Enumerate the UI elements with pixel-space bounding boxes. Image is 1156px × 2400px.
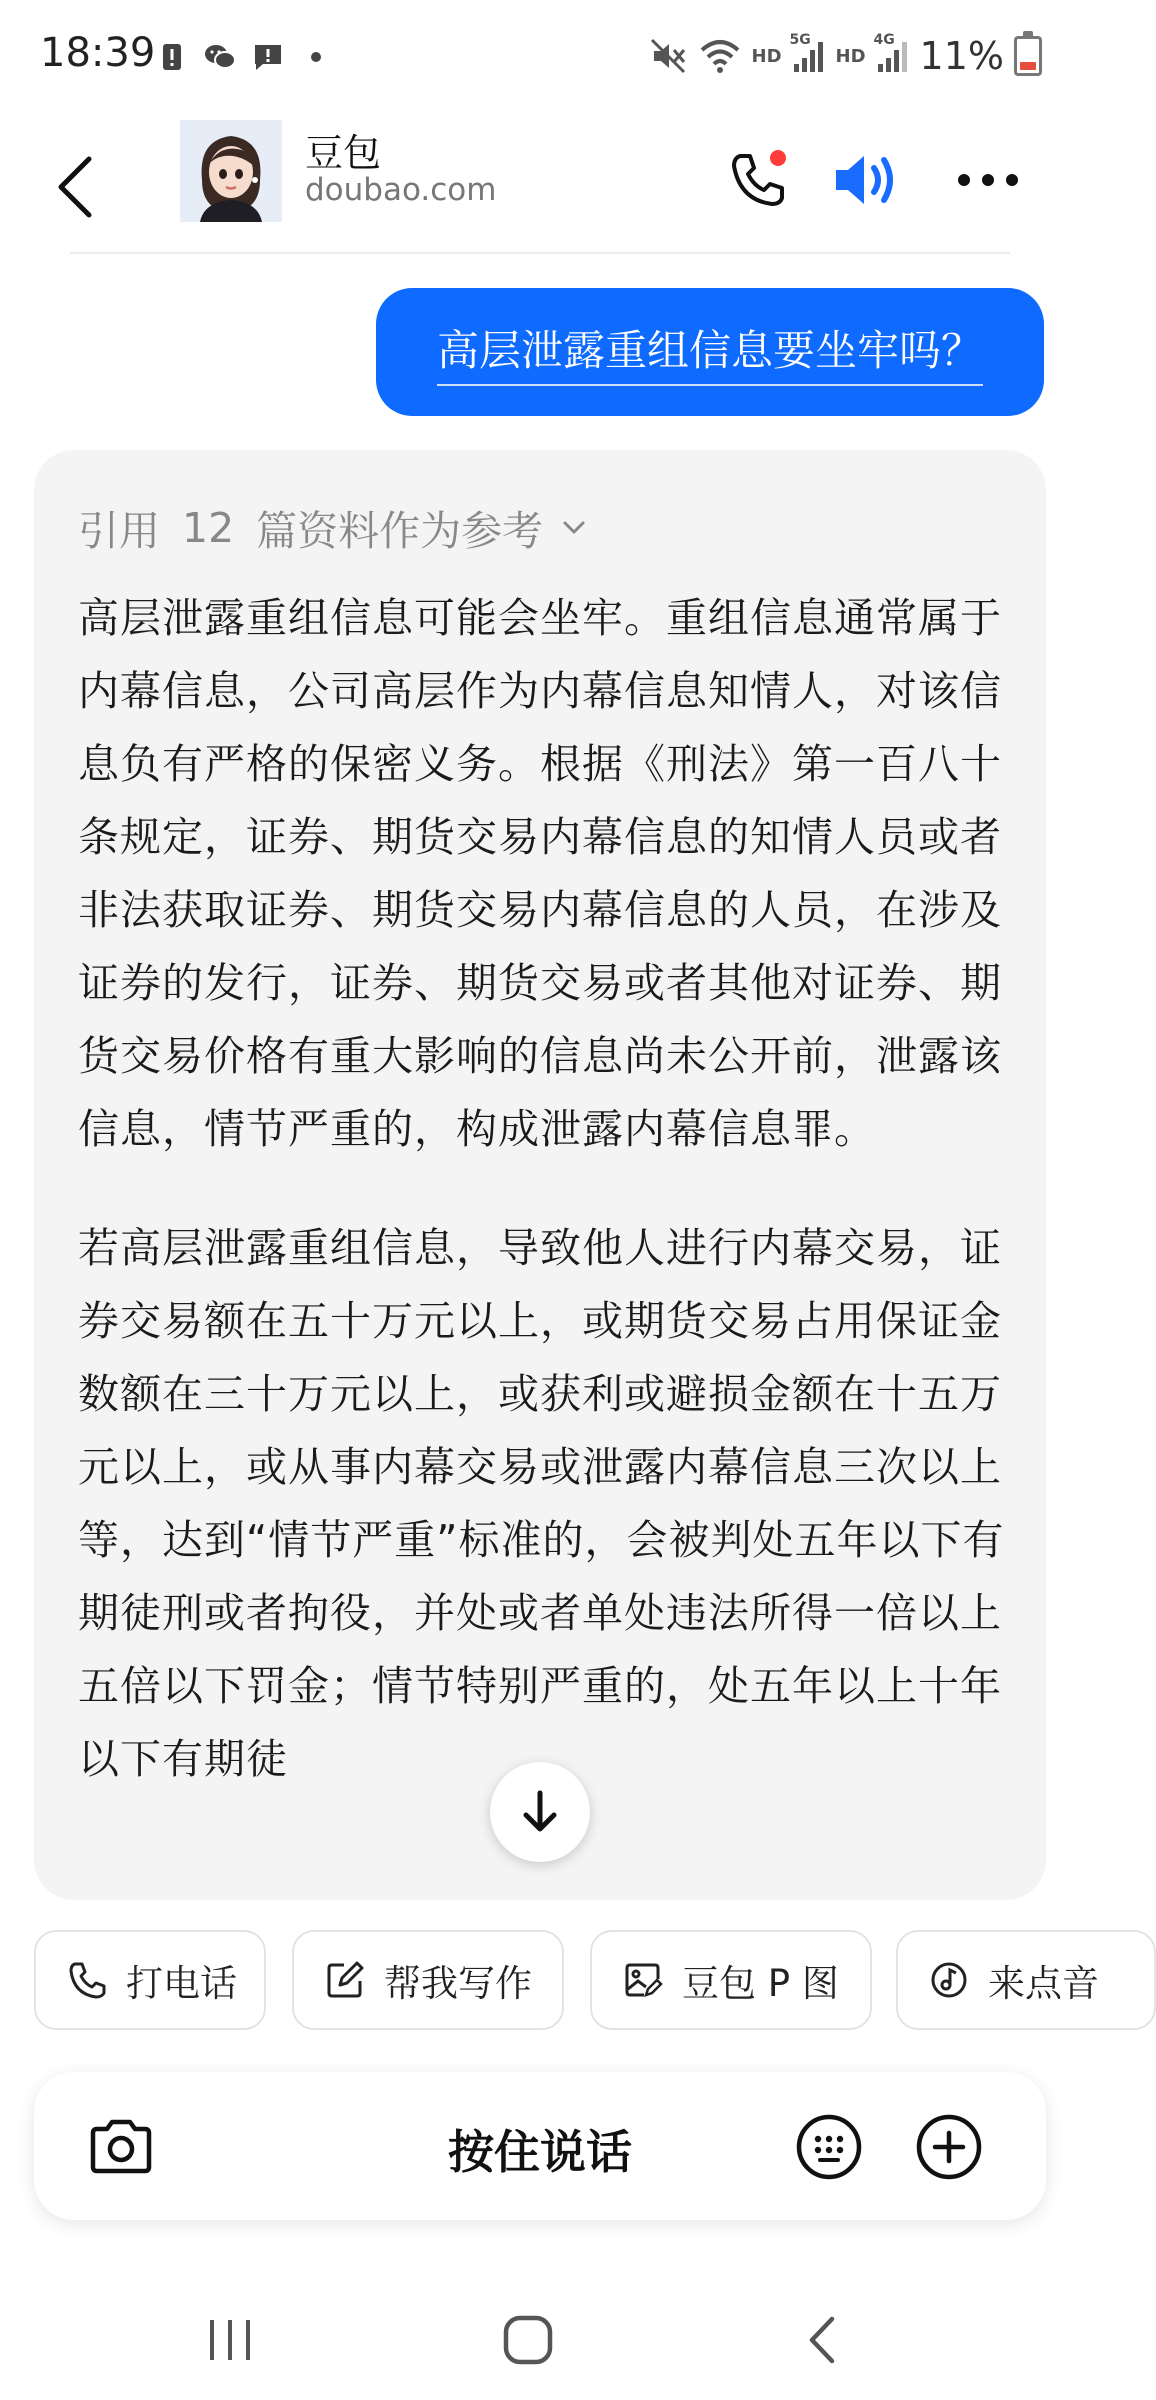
- chat-header: [0, 120, 1080, 250]
- more-button[interactable]: [948, 140, 1028, 220]
- voice-playback-button[interactable]: [825, 140, 905, 220]
- home-button[interactable]: [488, 2300, 568, 2380]
- header-divider: [70, 252, 1010, 254]
- message-alert-icon: [251, 40, 285, 74]
- network-label-hd-2: HD: [835, 45, 866, 67]
- quick-actions-row: [0, 1930, 1099, 2036]
- wechat-icon: [203, 40, 237, 74]
- input-bar: [34, 2072, 1046, 2220]
- phone-icon: [726, 148, 790, 212]
- speaker-icon: [830, 148, 900, 212]
- status-bar: [0, 0, 1080, 120]
- avatar[interactable]: [180, 120, 282, 222]
- user-message-text: 高层泄露重组信息要坐牢吗？: [437, 318, 983, 386]
- status-right: [648, 34, 1043, 78]
- recent-apps-button[interactable]: [190, 2300, 270, 2380]
- references-toggle[interactable]: [78, 498, 591, 557]
- battery-icon: [1014, 36, 1042, 76]
- bot-domain: doubao.com: [305, 172, 497, 208]
- nav-back-button[interactable]: [782, 2300, 862, 2380]
- references-prefix: 引用: [78, 507, 160, 555]
- dot-icon: [299, 40, 333, 74]
- add-button[interactable]: [904, 2102, 994, 2192]
- network-label-5g: 5G: [789, 32, 811, 48]
- quick-action-writing[interactable]: [292, 1930, 564, 2030]
- chevron-down-icon: [557, 511, 591, 545]
- add-icon: [914, 2112, 984, 2182]
- user-message-bubble[interactable]: [376, 288, 1044, 416]
- alert-icon: [155, 40, 189, 74]
- quick-action-call[interactable]: [34, 1930, 266, 2030]
- assistant-answer-card: [34, 450, 1046, 1900]
- recent-apps-icon: [205, 2317, 255, 2363]
- answer-paragraph: 若高层泄露重组信息，导致他人进行内幕交易，证券交易额在五十万元以上，或期货交易占用保证金数额在三十万元以上，或获利或避损金额在十五万元以上，或从事内幕交易或泄露内幕信息三次以上等，达到“情节严重”标准的，会被判处五年以下有期徒刑或者拘役，并处或者单处违法所得一倍以上五倍以下罚金；情节特别严重的，处五年以上十年以下有期徒: [78, 1224, 1005, 1783]
- call-button[interactable]: [718, 140, 798, 220]
- references-suffix: 篇资料作为参考: [256, 507, 544, 555]
- image-edit-icon: [622, 1959, 664, 2001]
- more-icon: [956, 170, 1020, 190]
- bot-name: 豆包: [305, 131, 382, 175]
- keyboard-button[interactable]: [784, 2102, 874, 2192]
- system-nav-bar: [0, 2280, 1080, 2400]
- arrow-down-icon: [518, 1787, 562, 1837]
- signal-5g-icon: [789, 32, 826, 74]
- keyboard-icon: [794, 2112, 864, 2182]
- mute-icon: [648, 36, 688, 76]
- status-time: 18:39: [40, 30, 156, 76]
- quick-action-label: 打电话: [126, 1962, 237, 2005]
- quick-action-label: 帮我写作: [384, 1962, 532, 2005]
- answer-text: [78, 582, 1018, 1842]
- back-icon: [53, 155, 97, 219]
- quick-action-music[interactable]: [896, 1930, 1156, 2030]
- scroll-to-bottom-button[interactable]: [490, 1762, 590, 1862]
- quick-action-label: 豆包 P 图: [682, 1962, 839, 2005]
- edit-icon: [324, 1959, 366, 2001]
- network-label-4g: 4G: [873, 32, 895, 48]
- references-count: 12: [182, 503, 235, 552]
- back-button[interactable]: [40, 142, 110, 232]
- answer-paragraph: 高层泄露重组信息可能会坐牢。重组信息通常属于内幕信息，公司高层作为内幕信息知情人，对该信息负有严格的保密义务。根据《刑法》第一百八十条规定，证券、期货交易内幕信息的知情人员或者非法获取证券、期货交易内幕信息的人员，在涉及证券的发行，证券、期货交易或者其他对证券、期货交易价格有重大影响的信息尚未公开前，泄露该信息，情节严重的，构成泄露内幕信息罪。: [78, 594, 1002, 1153]
- avatar-image: [180, 120, 282, 222]
- battery-percent: 11%: [919, 34, 1004, 78]
- network-label-hd: HD: [751, 45, 782, 67]
- music-icon: [928, 1959, 970, 2001]
- signal-4g-icon: [873, 32, 910, 74]
- wifi-icon: [698, 36, 742, 76]
- home-icon: [501, 2313, 555, 2367]
- quick-action-label: 来点音: [988, 1962, 1099, 2005]
- hold-to-talk-button[interactable]: 按住说话: [448, 2125, 632, 2179]
- quick-action-image-edit[interactable]: [590, 1930, 872, 2030]
- phone-icon: [66, 1959, 108, 2001]
- status-left-icons: [155, 40, 333, 74]
- back-icon: [802, 2313, 842, 2367]
